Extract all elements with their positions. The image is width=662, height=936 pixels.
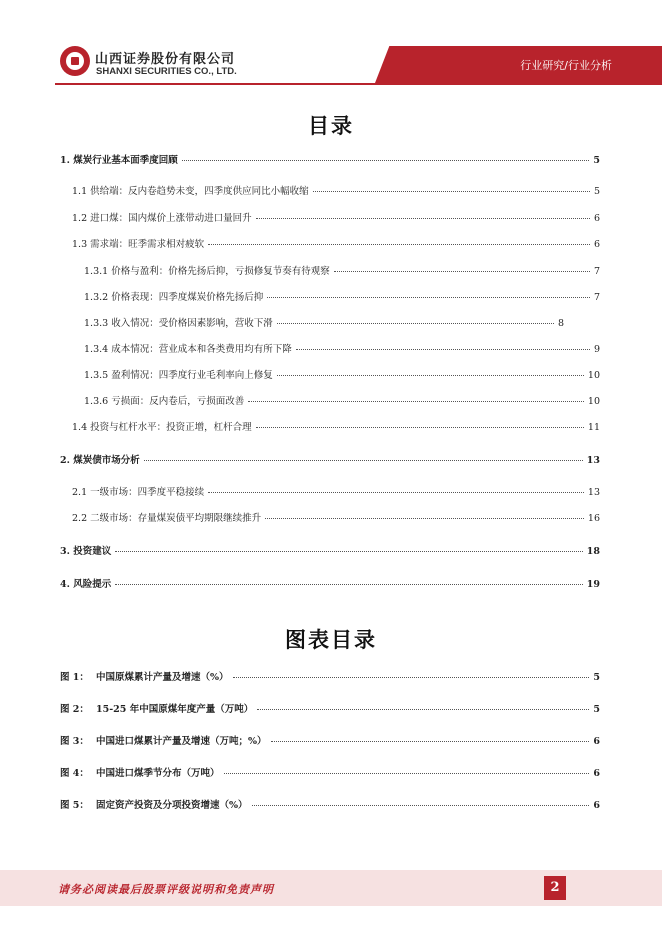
report-category: 行业研究/行业分析 [520,59,612,72]
page-number: 2 [544,876,566,900]
header-divider [55,83,662,85]
toc-entry[interactable]: 1.3.2 价格表现：四季度煤炭价格先扬后抑 7 [84,292,600,303]
toc-entry[interactable]: 2. 煤炭债市场分析 13 [60,455,600,466]
company-name-en: SHANXI SECURITIES CO., LTD. [96,66,237,77]
toc-entry[interactable]: 1.3 需求端：旺季需求相对疲软 6 [72,239,600,250]
toc-entry[interactable]: 2.1 一级市场：四季度平稳接续 13 [72,487,600,498]
company-logo-icon [60,46,90,76]
figure-entry[interactable]: 图 4： 中国进口煤季节分布（万吨） 6 [60,768,600,779]
toc-entry[interactable]: 1. 煤炭行业基本面季度回顾 5 [60,155,600,166]
toc-entry[interactable]: 1.3.4 成本情况：营业成本和各类费用均有所下降 9 [84,344,600,355]
figure-list-title: 图表目录 [285,628,377,652]
toc-entry[interactable]: 1.1 供给端：反内卷趋势未变，四季度供应同比小幅收缩 5 [72,186,600,197]
figure-entry[interactable]: 图 3： 中国进口煤累计产量及增速（万吨；%） 6 [60,736,600,747]
toc-entry[interactable]: 2.2 二级市场：存量煤炭债平均期限继续推升 16 [72,513,600,524]
toc-entry[interactable]: 1.3.3 收入情况：受价格因素影响，营收下滑 8 [84,318,564,329]
disclaimer-notice: 请务必阅读最后股票评级说明和免责声明 [58,883,274,896]
toc-entry[interactable]: 1.3.6 亏损面：反内卷后，亏损面改善 10 [84,396,600,407]
toc-entry[interactable]: 1.4 投资与杠杆水平：投资正增，杠杆合理 11 [72,422,600,433]
figure-entry[interactable]: 图 5： 固定资产投资及分项投资增速（%） 6 [60,800,600,811]
header-band [375,46,662,83]
figure-entry[interactable]: 图 2： 15-25 年中国原煤年度产量（万吨） 5 [60,704,600,715]
toc-title: 目录 [308,114,354,138]
toc-entry[interactable]: 1.3.5 盈利情况：四季度行业毛利率向上修复 10 [84,370,600,381]
toc-entry[interactable]: 1.2 进口煤：国内煤价上涨带动进口量回升 6 [72,213,600,224]
toc-entry[interactable]: 1.3.1 价格与盈利：价格先扬后抑，亏损修复节奏有待观察 7 [84,266,600,277]
toc-entry[interactable]: 3. 投资建议 18 [60,546,600,557]
figure-entry[interactable]: 图 1： 中国原煤累计产量及增速（%） 5 [60,672,600,683]
company-name-cn: 山西证券股份有限公司 [95,52,236,67]
toc-entry[interactable]: 4. 风险提示 19 [60,579,600,590]
page-header [0,0,662,90]
